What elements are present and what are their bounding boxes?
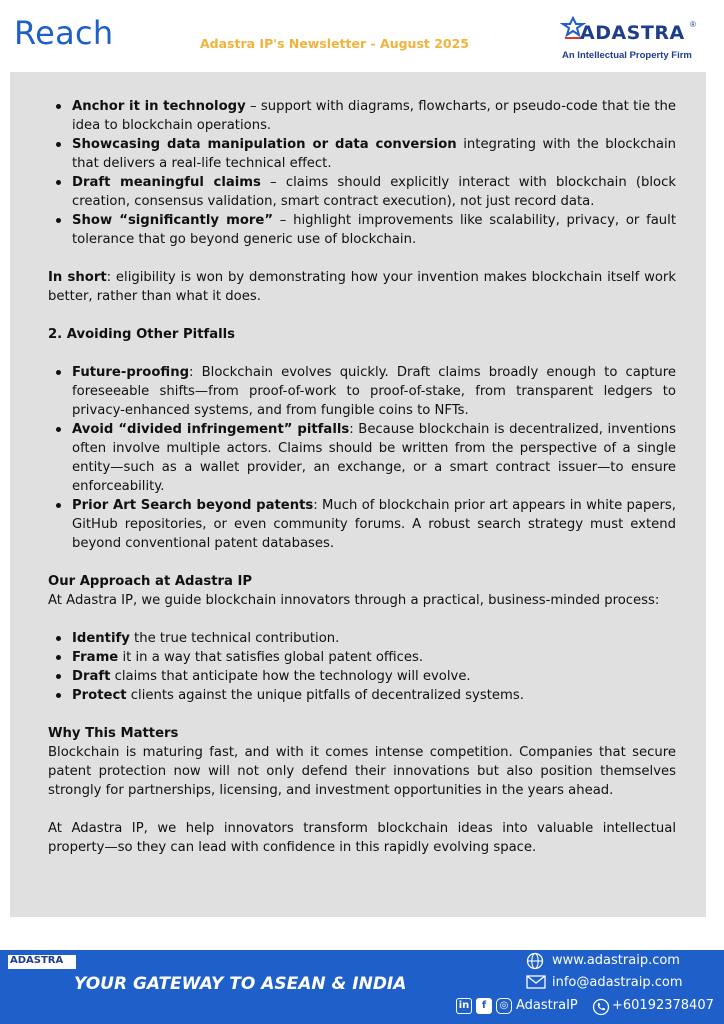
item-text: it in a way that satisfies global patent offices. — [118, 650, 424, 665]
item-text: the true technical contribution. — [129, 631, 340, 646]
item-text: : Because blockchain is decentralized, inventions often involve multiple actors. Claims should be written from the perspective of a single entity—such as a wallet provider, an exchange, or a smart contract issuer—to ensure enforceability. — [72, 422, 676, 494]
item-heading: Identify — [72, 631, 130, 646]
item-text: : Much of blockchain prior art appears in white papers, GitHub repositories, or even community forums. A robust search strategy must extend beyond conventional patent databases. — [72, 498, 676, 551]
item-text: clients against the unique pitfalls of decentralized systems. — [126, 688, 524, 703]
summary-paragraph — [48, 268, 676, 306]
approach-heading: Our Approach at Adastra IP — [48, 574, 253, 589]
page-header — [0, 0, 724, 72]
item-heading: Prior Art Search beyond patents — [72, 498, 314, 513]
item-heading: Future-proofing — [72, 365, 190, 380]
linkedin-icon[interactable]: in — [456, 998, 472, 1014]
social-handle[interactable]: AdastraIP — [516, 998, 578, 1013]
list-item — [72, 363, 676, 420]
phone-number[interactable]: +60192378407 — [612, 998, 714, 1013]
approach-intro: At Adastra IP, we guide blockchain innovators through a practical, business-minded process: — [48, 593, 660, 608]
why-paragraph: Blockchain is maturing fast, and with it comes intense competition. Companies that secure patent protection now will not only defend their innovations but also position themselves strongly for partnerships, licensing, and investment opportunities in the years ahead. — [48, 745, 676, 798]
registered-mark: ® — [690, 20, 696, 29]
footer-slogan: YOUR GATEWAY TO ASEAN & INDIA — [74, 974, 407, 994]
globe-icon — [526, 952, 544, 970]
list-item — [72, 135, 676, 173]
list-item — [72, 420, 676, 496]
page-footer — [0, 950, 724, 1024]
item-text: – highlight improvements like scalability, privacy, or fault tolerance that go beyond generic use of blockchain. — [72, 213, 677, 247]
list-item — [72, 97, 676, 135]
list-item — [72, 173, 676, 211]
item-heading: Draft meaningful claims — [72, 175, 261, 190]
logo-wordmark: ADASTRA — [580, 22, 685, 44]
why-heading: Why This Matters — [48, 726, 179, 741]
item-heading: Show “significantly more” — [72, 213, 274, 228]
item-heading: Protect — [72, 688, 127, 703]
instagram-icon[interactable]: ◎ — [496, 998, 512, 1014]
envelope-icon — [526, 974, 546, 990]
facebook-icon[interactable]: f — [476, 998, 492, 1014]
email-text[interactable]: info@adastraip.com — [552, 975, 683, 990]
item-text: – claims should explicitly interact with blockchain (block creation, consensus validation, smart contract execution), not just record data. — [72, 175, 676, 209]
adastra-logo — [560, 14, 708, 64]
list-item — [72, 648, 676, 667]
item-heading: Avoid “divided infringement” pitfalls — [72, 422, 350, 437]
article-body — [48, 97, 676, 857]
item-text: integrating with the blockchain that delivers a real-life technical effect. — [72, 137, 676, 171]
item-text: claims that anticipate how the technology will evolve. — [110, 669, 471, 684]
list-item — [72, 496, 676, 553]
item-text: – support with diagrams, flowcharts, or pseudo-code that tie the idea to blockchain operations. — [72, 99, 676, 133]
section-heading: 2. Avoiding Other Pitfalls — [48, 327, 236, 342]
reach-title: Reach — [14, 14, 114, 52]
list-item — [72, 667, 676, 686]
phone-icon — [592, 998, 610, 1016]
pitfalls-list — [48, 363, 676, 553]
footer-logo: ADASTRA — [8, 955, 76, 969]
newsletter-title: Adastra IP's Newsletter - August 2025 — [200, 36, 470, 51]
item-heading: Frame — [72, 650, 119, 665]
item-text: : Blockchain evolves quickly. Draft claims broadly enough to capture foreseeable shifts—from proof-of-work to proof-of-stake, from transparent ledgers to privacy-enhanced systems, and from fungible coins to NFTs. — [72, 365, 676, 418]
item-heading: Anchor it in technology — [72, 99, 246, 114]
approach-list — [48, 629, 676, 705]
list-item — [72, 629, 676, 648]
summary-text: : eligibility is won by demonstrating how your invention makes blockchain itself work better, rather than what it does. — [48, 270, 676, 304]
list-item — [72, 686, 676, 705]
item-heading: Showcasing data manipulation or data conversion — [72, 137, 457, 152]
eligibility-list — [48, 97, 676, 249]
logo-tagline: An Intellectual Property Firm — [562, 50, 692, 61]
website-text[interactable]: www.adastraip.com — [552, 953, 680, 968]
item-heading: Draft — [72, 669, 111, 684]
closing-paragraph: At Adastra IP, we help innovators transform blockchain ideas into valuable intellectual property—so they can lead with confidence in this rapidly evolving space. — [48, 821, 676, 855]
summary-lead: In short — [48, 270, 107, 285]
list-item — [72, 211, 676, 249]
